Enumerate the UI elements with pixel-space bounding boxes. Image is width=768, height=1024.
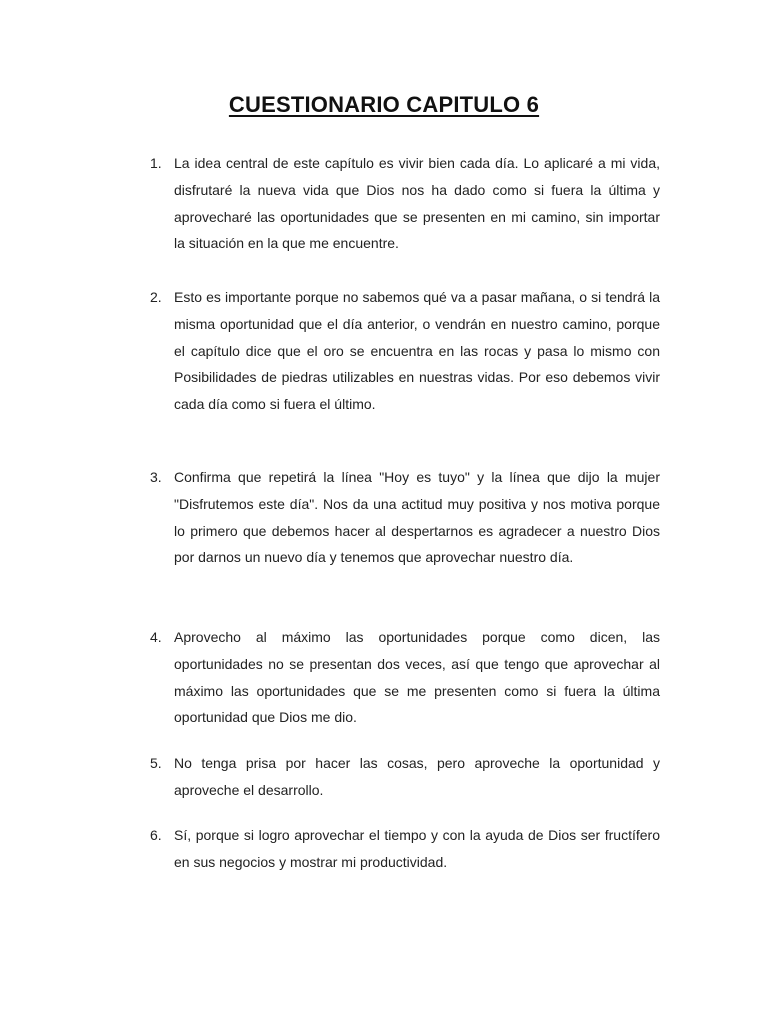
question-text: Aprovecho al máximo las oportunidades porque como dicen, las oportunidades no se presentan dos veces, así que tengo que aprovechar al máximo las oportunidades que se me presenten como si fuera la última oportunidad que Dios me dio.: [174, 629, 660, 726]
question-number: 6.: [150, 827, 162, 843]
document-title: CUESTIONARIO CAPITULO 6: [228, 92, 540, 117]
question-item-4: [150, 624, 660, 731]
question-number: 4.: [150, 629, 162, 645]
question-number: 5.: [150, 755, 162, 771]
question-text: Esto es importante porque no sabemos qué va a pasar mañana, o si tendrá la misma oportunidad que el día anterior, o vendrán en nuestro camino, porque el capítulo dice que el oro se encuentra en las rocas y pasa lo mismo con Posibilidades de piedras utilizables en nuestras vidas. Por eso debemos vivir cada día como si fuera el último.: [174, 289, 660, 413]
question-item-3: [150, 464, 660, 571]
question-item-6: [150, 822, 660, 876]
question-number: 3.: [150, 469, 162, 485]
question-item-2: [150, 284, 660, 418]
question-text: No tenga prisa por hacer las cosas, pero aproveche la oportunidad y aproveche el desarrollo.: [174, 755, 660, 798]
question-item-1: [150, 150, 660, 257]
question-text: Confirma que repetirá la línea "Hoy es tuyo" y la línea que dijo la mujer "Disfrutemos este día". Nos da una actitud muy positiva y nos motiva porque lo primero que debemos hacer al despertarnos es agradecer a nuestro Dios por darnos un nuevo día y tenemos que aprovechar nuestro día.: [174, 469, 660, 566]
question-item-5: [150, 750, 660, 804]
question-number: 1.: [150, 155, 162, 171]
question-text: Sí, porque si logro aprovechar el tiempo y con la ayuda de Dios ser fructífero en sus negocios y mostrar mi productividad.: [174, 827, 660, 870]
question-number: 2.: [150, 289, 162, 305]
question-text: La idea central de este capítulo es vivir bien cada día. Lo aplicaré a mi vida, disfrutaré la nueva vida que Dios nos ha dado como si fuera la última y aprovecharé las oportunidades que se presenten en mi camino, sin importar la situación en la que me encuentre.: [174, 155, 660, 252]
